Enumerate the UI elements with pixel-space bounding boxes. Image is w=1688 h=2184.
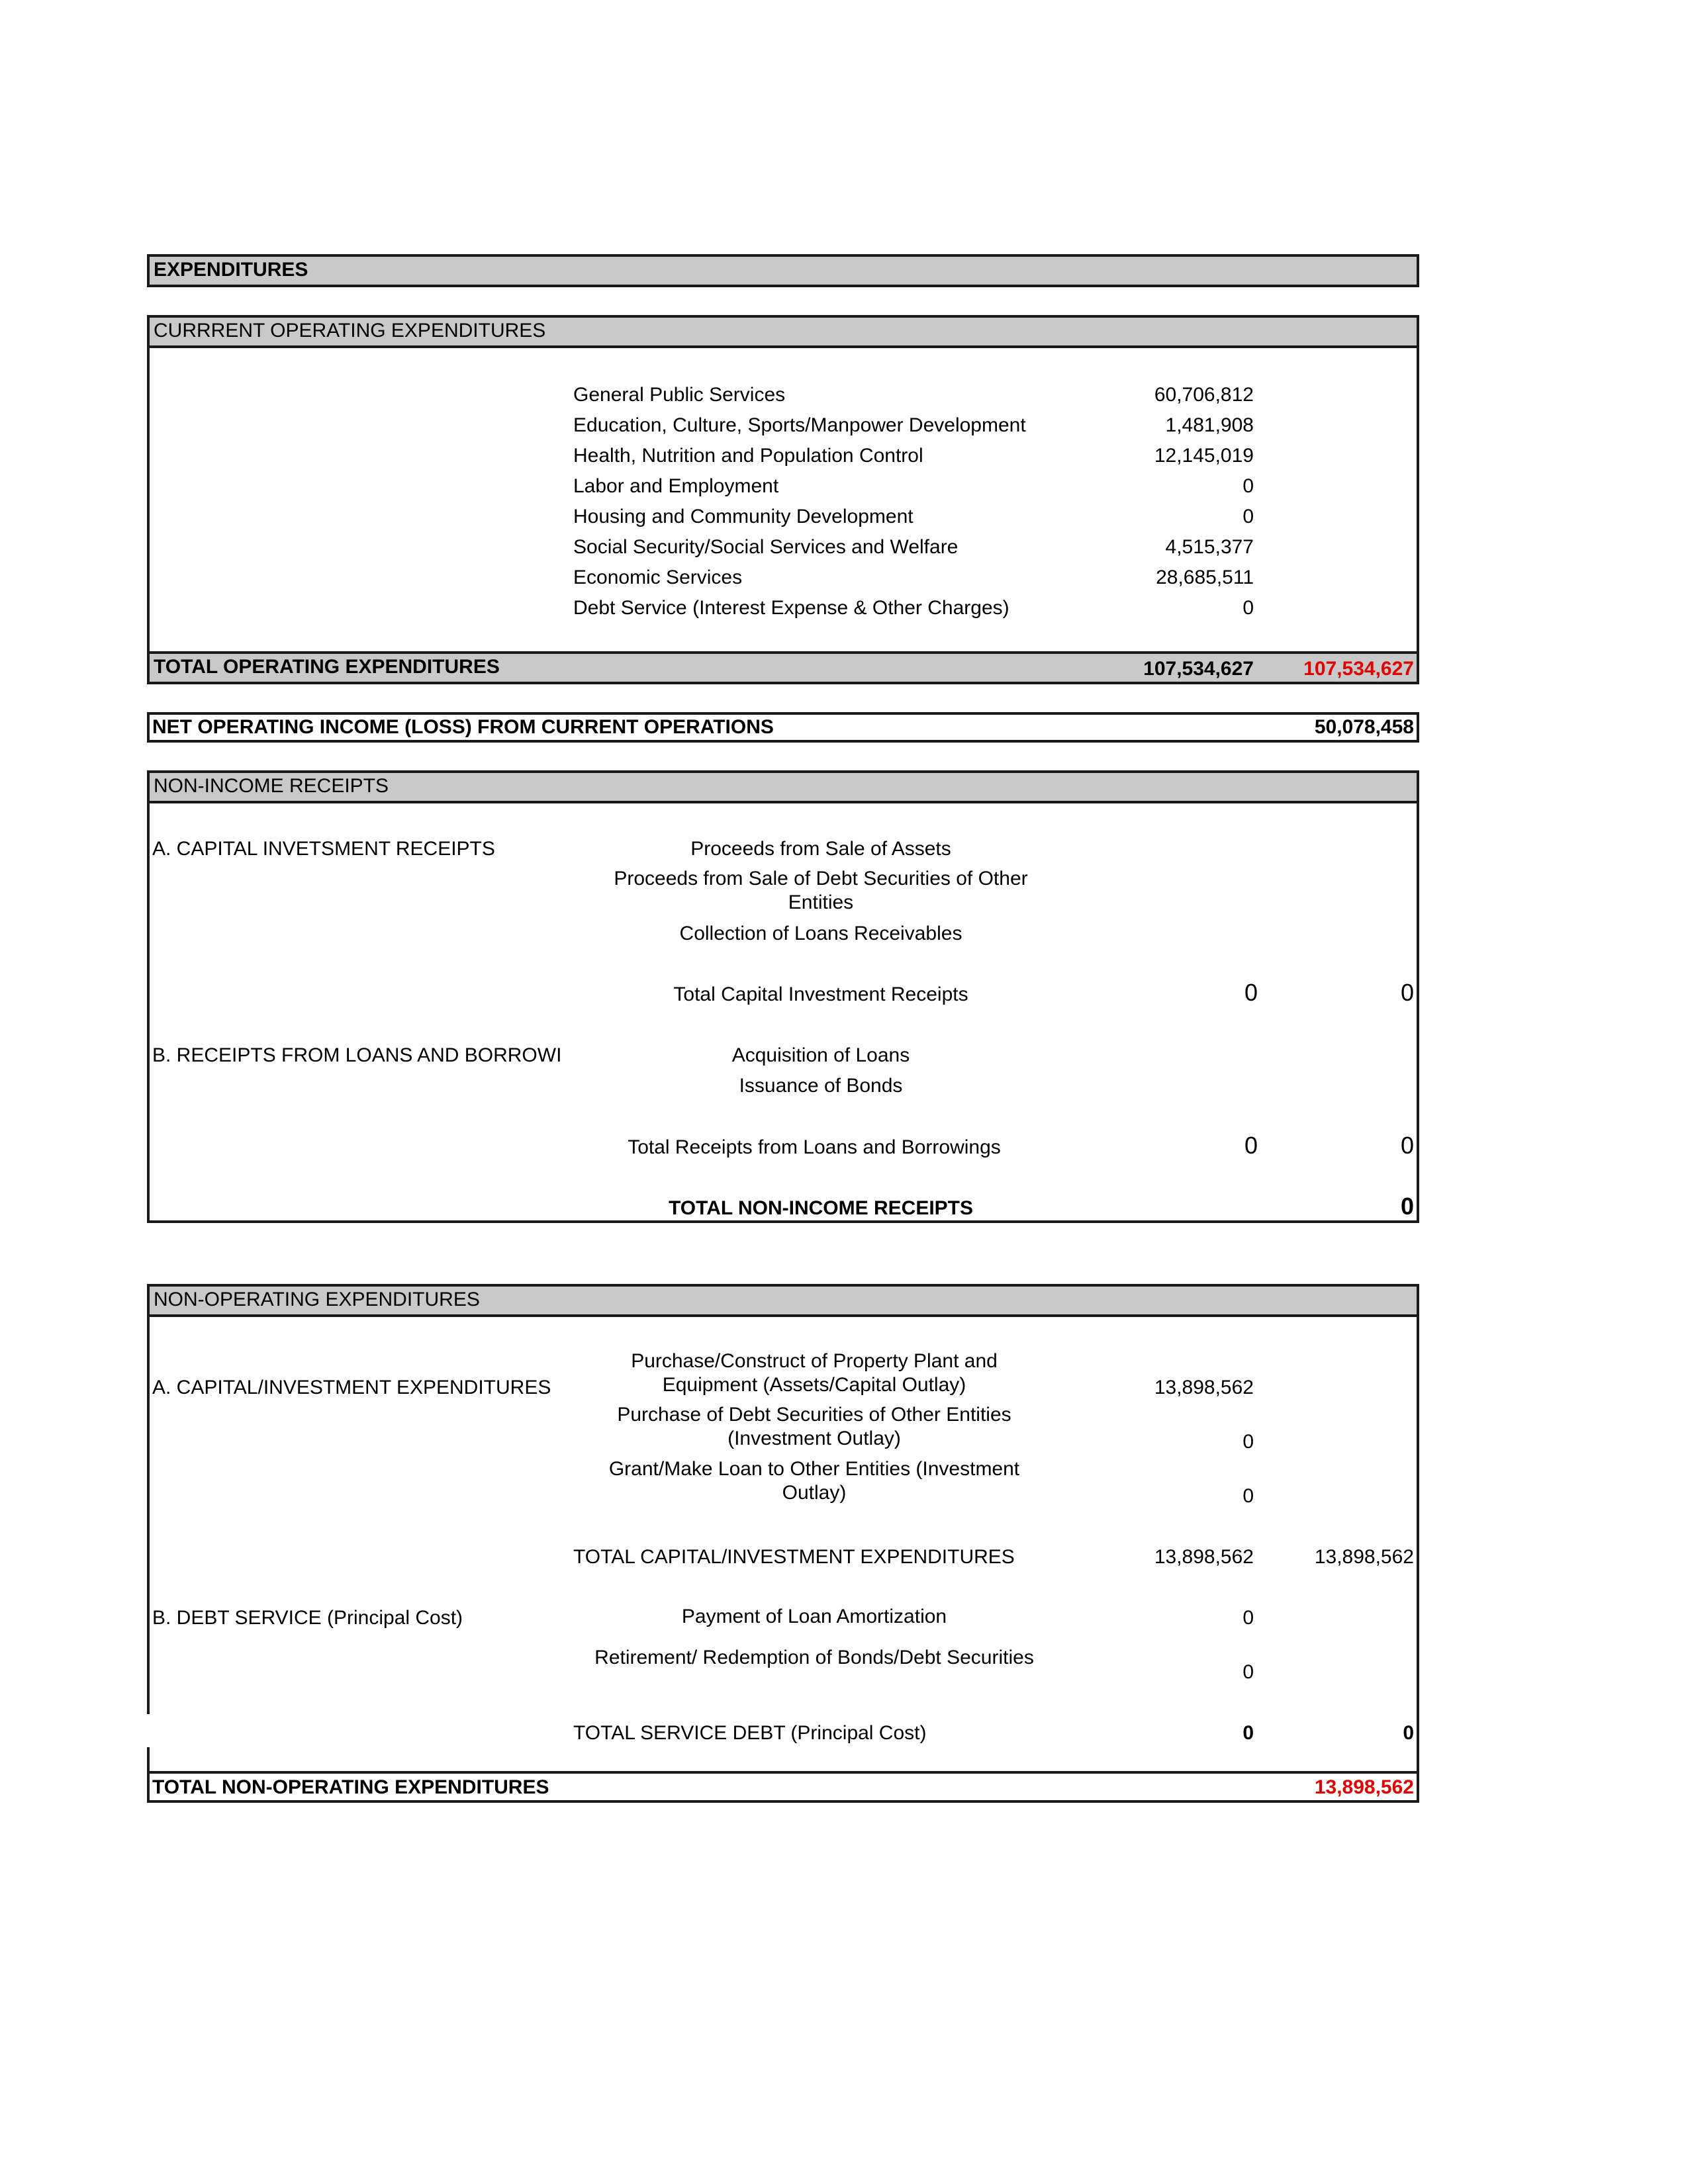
capital-expenditures-total-value-2: 13,898,562: [1314, 1546, 1414, 1568]
capital-investment-total-label: Total Capital Investment Receipts: [673, 983, 968, 1005]
total-operating-value: 107,534,627: [1143, 658, 1254, 680]
receipt-item: Acquisition of Loans: [731, 1044, 910, 1066]
debt-item-label: Retirement/ Redemption of Bonds/Debt Securities: [594, 1647, 1034, 1668]
line-item-value: 28,685,511: [1156, 567, 1254, 588]
total-non-operating-value: 13,898,562: [1314, 1776, 1414, 1798]
expenditure-item-label: Purchase of Debt Securities of Other Entities (Investment Outlay): [617, 1404, 1011, 1449]
debt-item-value: 0: [1243, 1661, 1254, 1683]
line-item-label: Health, Nutrition and Population Control: [573, 445, 923, 467]
total-non-operating-label: TOTAL NON-OPERATING EXPENDITURES: [152, 1776, 549, 1798]
capital-expenditures-total-value: 13,898,562: [1154, 1546, 1254, 1568]
expenditure-item-value: 0: [1243, 1485, 1254, 1507]
section-border-left: [147, 1317, 150, 1714]
service-debt-total-value: 0: [1243, 1722, 1254, 1744]
section-border-right: [1417, 1317, 1419, 1800]
service-debt-total-label: TOTAL SERVICE DEBT (Principal Cost): [573, 1722, 927, 1744]
loans-borrowings-total-label: Total Receipts from Loans and Borrowings: [628, 1136, 1001, 1158]
expenditure-item-label: Grant/Make Loan to Other Entities (Investment Outlay): [608, 1458, 1020, 1504]
line-item-label: Social Security/Social Services and Welfare: [573, 536, 959, 558]
line-item-value: 0: [1243, 475, 1254, 497]
capital-investment-total-value: 0: [1244, 979, 1258, 1006]
debt-item-value: 0: [1243, 1607, 1254, 1629]
capital-investment-receipts-label: A. CAPITAL INVETSMENT RECEIPTS: [152, 838, 495, 860]
current-operating-header: CURRRENT OPERATING EXPENDITURES: [147, 315, 1419, 348]
loans-borrowings-total-value-2: 0: [1400, 1132, 1414, 1159]
non-operating-header: NON-OPERATING EXPENDITURES: [147, 1284, 1419, 1317]
expenditure-item-label: Purchase/Construct of Property Plant and Equipment (Assets/Capital Outlay): [631, 1350, 998, 1396]
line-item-value: 60,706,812: [1154, 384, 1254, 406]
loans-borrowings-total-value: 0: [1244, 1132, 1258, 1159]
line-item-label: Debt Service (Interest Expense & Other Charges): [573, 597, 1009, 619]
net-operating-value: 50,078,458: [1314, 716, 1414, 738]
receipt-item: Collection of Loans Receivables: [679, 923, 962, 944]
receipt-item: Proceeds from Sale of Assets: [690, 838, 951, 860]
line-item-label: Labor and Employment: [573, 475, 779, 497]
line-item-value: 0: [1243, 506, 1254, 527]
line-item-label: Economic Services: [573, 567, 743, 588]
total-non-income-label: TOTAL NON-INCOME RECEIPTS: [668, 1197, 974, 1219]
non-income-header: NON-INCOME RECEIPTS: [147, 770, 1419, 803]
line-item-label: General Public Services: [573, 384, 786, 406]
line-item-value: 0: [1243, 597, 1254, 619]
line-item-label: Education, Culture, Sports/Manpower Development: [573, 414, 1026, 436]
receipt-item: Proceeds from Sale of Debt Securities of Other Entities: [614, 868, 1028, 913]
capital-expenditures-label: A. CAPITAL/INVESTMENT EXPENDITURES: [152, 1377, 551, 1398]
total-operating-label: TOTAL OPERATING EXPENDITURES: [154, 656, 500, 678]
capital-expenditures-total-label: TOTAL CAPITAL/INVESTMENT EXPENDITURES: [573, 1546, 1015, 1568]
total-non-income-value: 0: [1400, 1193, 1414, 1220]
total-operating-value-highlight: 107,534,627: [1303, 658, 1414, 680]
expenditure-item-value: 0: [1243, 1431, 1254, 1453]
expenditure-item-value: 13,898,562: [1154, 1377, 1254, 1398]
current-operating-section: [147, 315, 1419, 684]
expenditures-header: EXPENDITURES: [147, 254, 1419, 287]
loans-borrowings-label: B. RECEIPTS FROM LOANS AND BORROWI: [152, 1044, 562, 1066]
debt-service-label: B. DEBT SERVICE (Principal Cost): [152, 1607, 463, 1629]
line-item-label: Housing and Community Development: [573, 506, 914, 527]
net-operating-label: NET OPERATING INCOME (LOSS) FROM CURRENT OPERATIONS: [152, 716, 774, 738]
line-item-value: 12,145,019: [1154, 445, 1254, 467]
service-debt-total-value-2: 0: [1403, 1722, 1414, 1744]
receipt-item: Issuance of Bonds: [739, 1075, 903, 1097]
capital-investment-total-value-2: 0: [1400, 979, 1414, 1006]
debt-item-label: Payment of Loan Amortization: [681, 1606, 947, 1627]
line-item-value: 4,515,377: [1165, 536, 1254, 558]
line-item-value: 1,481,908: [1165, 414, 1254, 436]
